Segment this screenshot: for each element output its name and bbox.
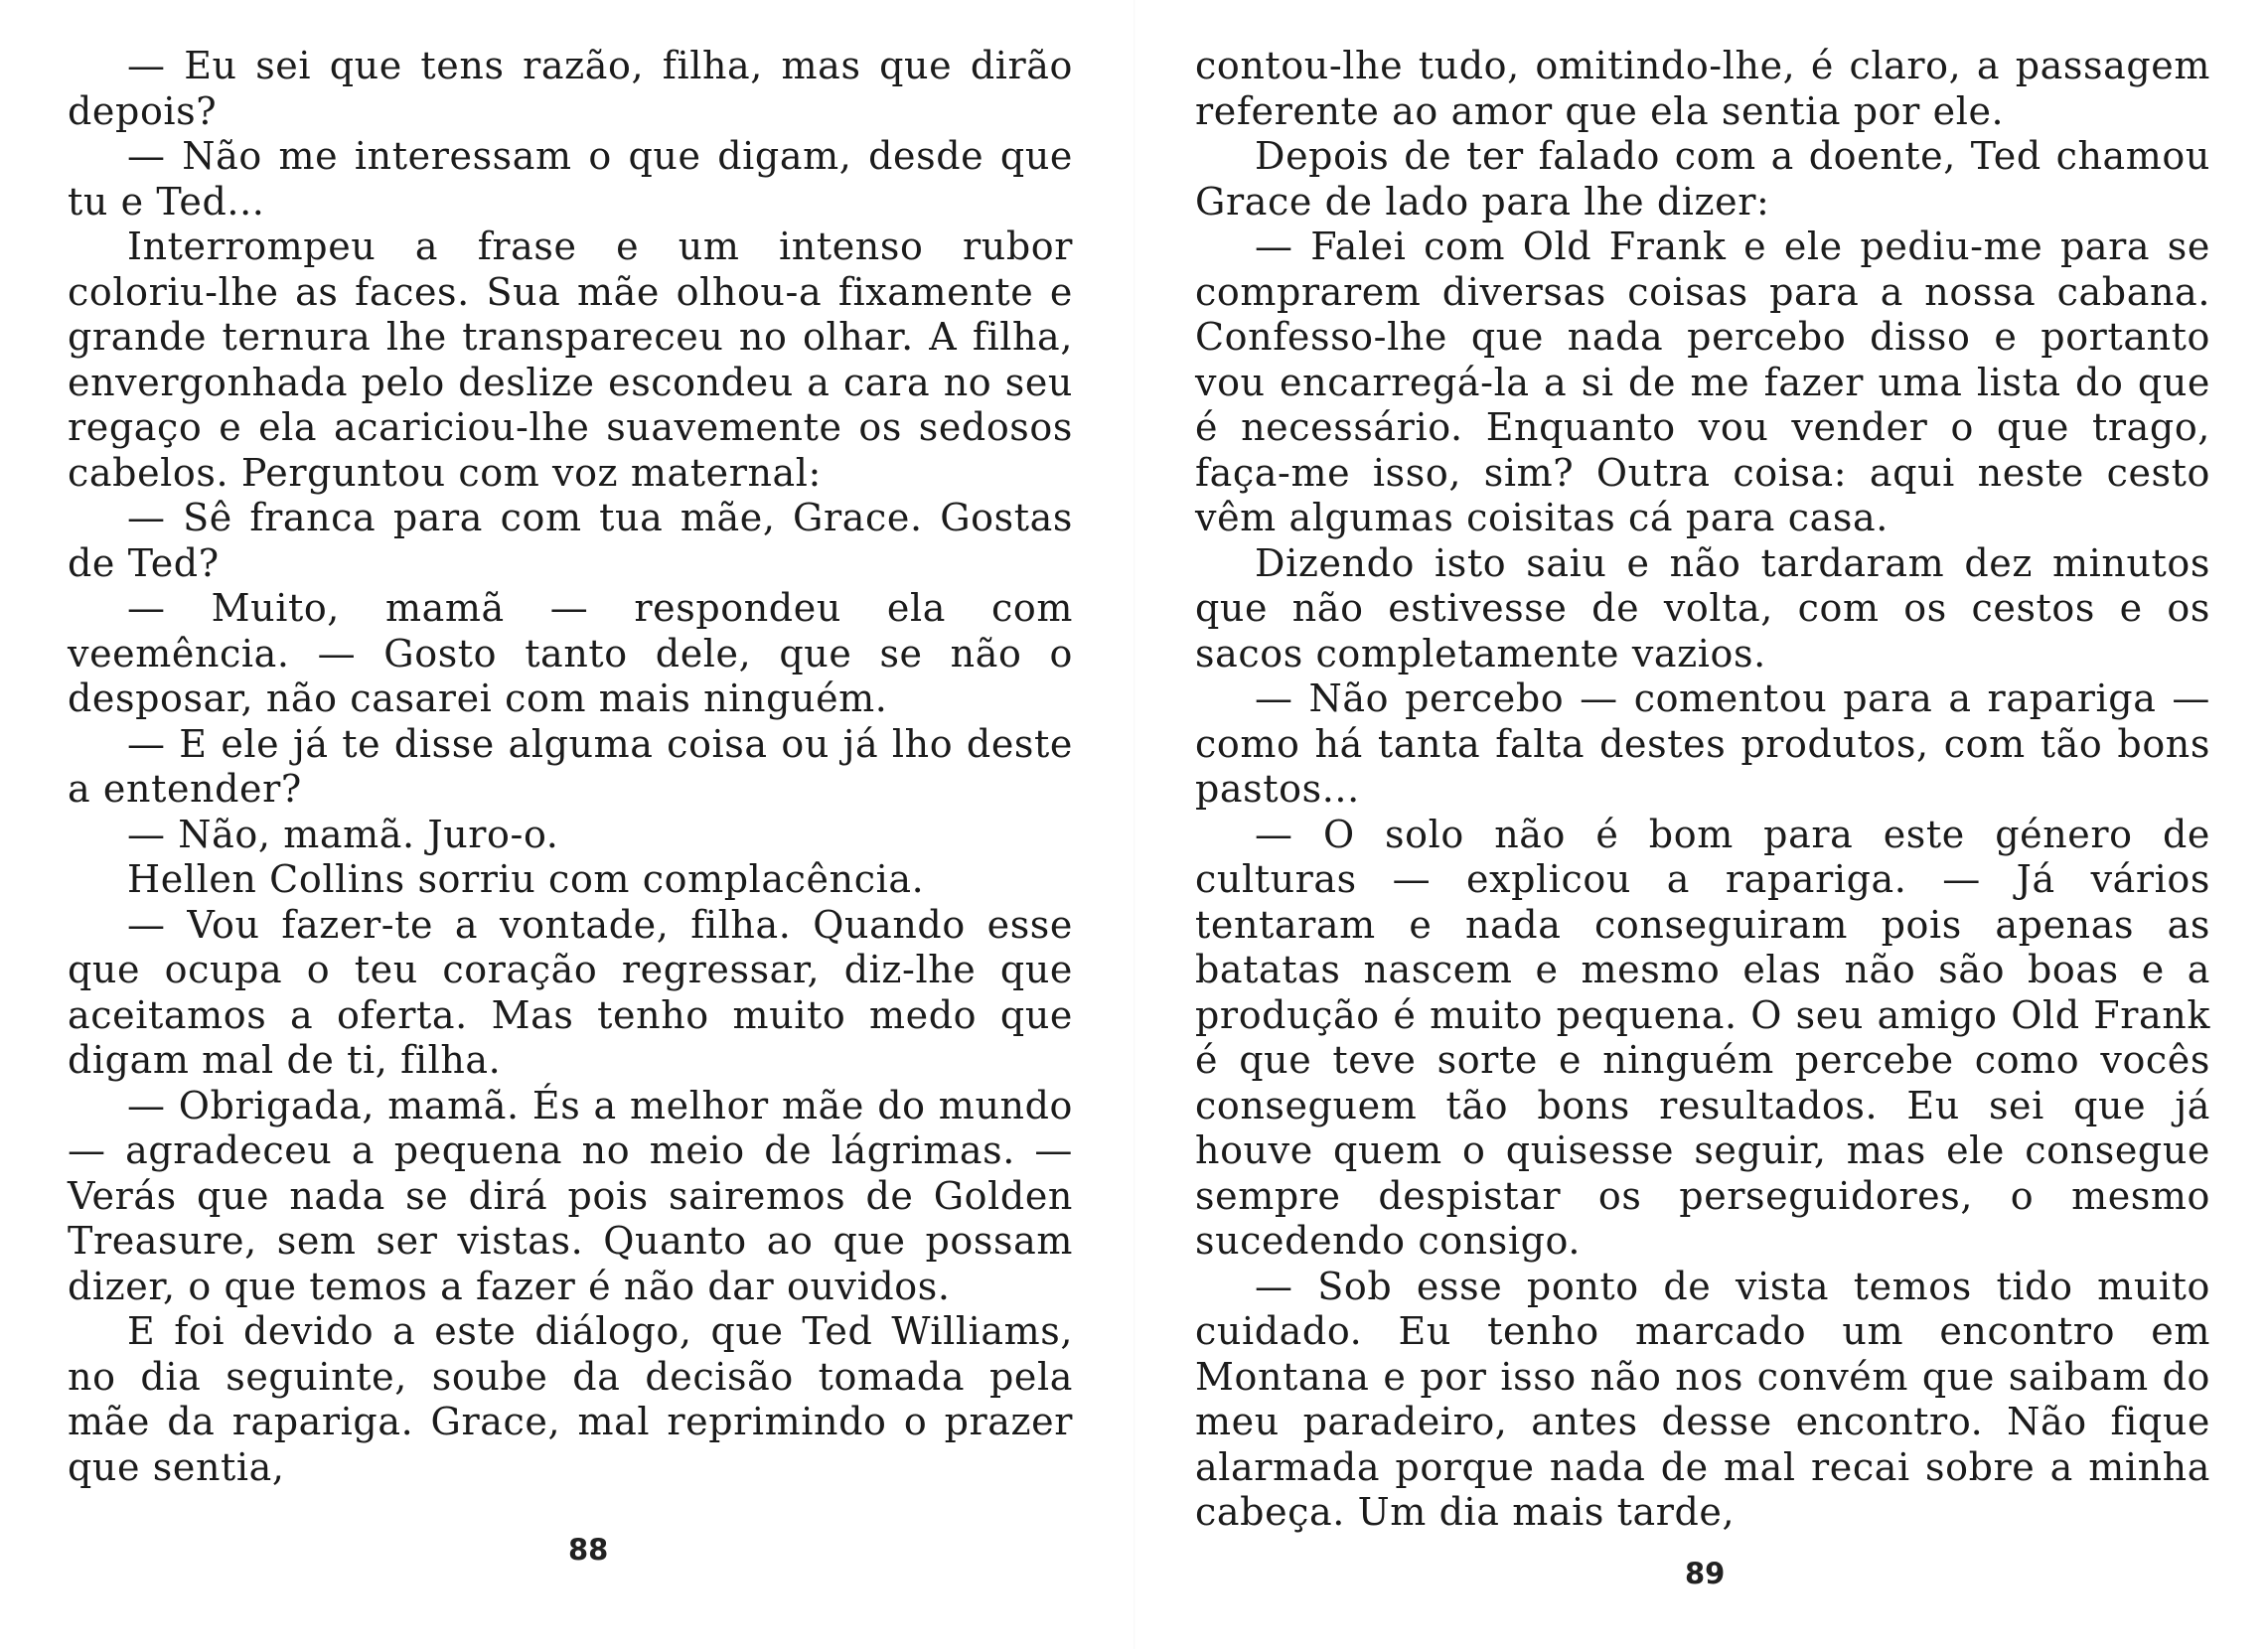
- paragraph: Hellen Collins sorriu com complacência.: [127, 857, 925, 901]
- paragraph: — Vou fazer-te a vontade, filha. Quando esse que ocupa o teu coração regressar, diz-lhe que aceitamos a oferta. Mas tenho muito medo que digam mal de ti, filha.: [68, 902, 1073, 1082]
- paragraph: contou-lhe tudo, omitindo-lhe, é claro, a passagem referente ao amor que ela sentia por ele.: [1195, 44, 2210, 133]
- paragraph: — Muito, mamã — respondeu ela com veemência. — Gosto tanto dele, que se não o desposar, não casarei com mais ninguém.: [68, 586, 1073, 720]
- paragraph: — Sob esse ponto de vista temos tido muito cuidado. Eu tenho marcado um encontro em Montana e por isso não nos convém que saibam do meu paradeiro, antes desse encontro. Não fique alarmada porque nada de mal recai sobre a minha cabeça. Um dia mais tarde,: [1195, 1264, 2210, 1534]
- paragraph: — Obrigada, mamã. És a melhor mãe do mundo — agradeceu a pequena no meio de lágrimas. — Verás que nada se dirá pois sairemos de Golden Treasure, sem ser vistas. Quanto ao que possam dizer, o que temos a fazer é não dar ouvidos.: [68, 1083, 1073, 1308]
- book-gutter: [1134, 0, 1135, 1649]
- paragraph: Interrompeu a frase e um intenso rubor coloriu-lhe as faces. Sua mãe olhou-a fixamente e grande ternura lhe transpareceu no olhar. A filha, envergonhada pelo deslize escondeu a cara no seu regaço e ela acariciou-lhe suavemente os sedosos cabelos. Perguntou com voz maternal:: [68, 225, 1073, 495]
- paragraph: Depois de ter falado com a doente, Ted chamou Grace de lado para lhe dizer:: [1195, 134, 2210, 224]
- right-page: [1195, 44, 2210, 1574]
- paragraph: — Eu sei que tens razão, filha, mas que dirão depois?: [68, 44, 1073, 133]
- page-number-left: 88: [568, 1533, 609, 1567]
- paragraph: — Sê franca para com tua mãe, Grace. Gostas de Ted?: [68, 496, 1073, 585]
- paragraph: — Falei com Old Frank e ele pediu-me para se comprarem diversas coisas para a nossa cabana. Confesso-lhe que nada percebo disso e portanto vou encarregá-la a si de me fazer uma lista do que é necessário. Enquanto vou vender o que trago, faça-me isso, sim? Outra coisa: aqui neste cesto vêm algumas coisitas cá para casa.: [1195, 225, 2210, 539]
- left-page: [68, 44, 1073, 1574]
- paragraph: — O solo não é bom para este género de culturas — explicou a rapariga. — Já vários tentaram e nada conseguiram pois apenas as batatas nascem e mesmo elas não são boas e a produção é muito pequena. O seu amigo Old Frank é que teve sorte e ninguém percebe como vocês conseguem tão bons resultados. Eu sei que já houve quem o quisesse seguir, mas ele consegue sempre despistar os perseguidores, o mesmo sucedendo consigo.: [1195, 812, 2210, 1263]
- paragraph: Dizendo isto saiu e não tardaram dez minutos que não estivesse de volta, com os cestos e os sacos completamente vazios.: [1195, 540, 2210, 675]
- paragraph: — Não percebo — comentou para a rapariga — como há tanta falta destes produtos, com tão bons pastos...: [1195, 676, 2210, 811]
- paragraph: E foi devido a este diálogo, que Ted Williams, no dia seguinte, soube da decisão tomada pela mãe da rapariga. Grace, mal reprimindo o prazer que sentia,: [68, 1309, 1073, 1489]
- paragraph: — Não, mamã. Juro-o.: [127, 812, 559, 856]
- page-number-right: 89: [1685, 1557, 1726, 1590]
- paragraph: — Não me interessam o que digam, desde que tu e Ted...: [68, 134, 1073, 224]
- paragraph: — E ele já te disse alguma coisa ou já lho deste a entender?: [68, 721, 1073, 811]
